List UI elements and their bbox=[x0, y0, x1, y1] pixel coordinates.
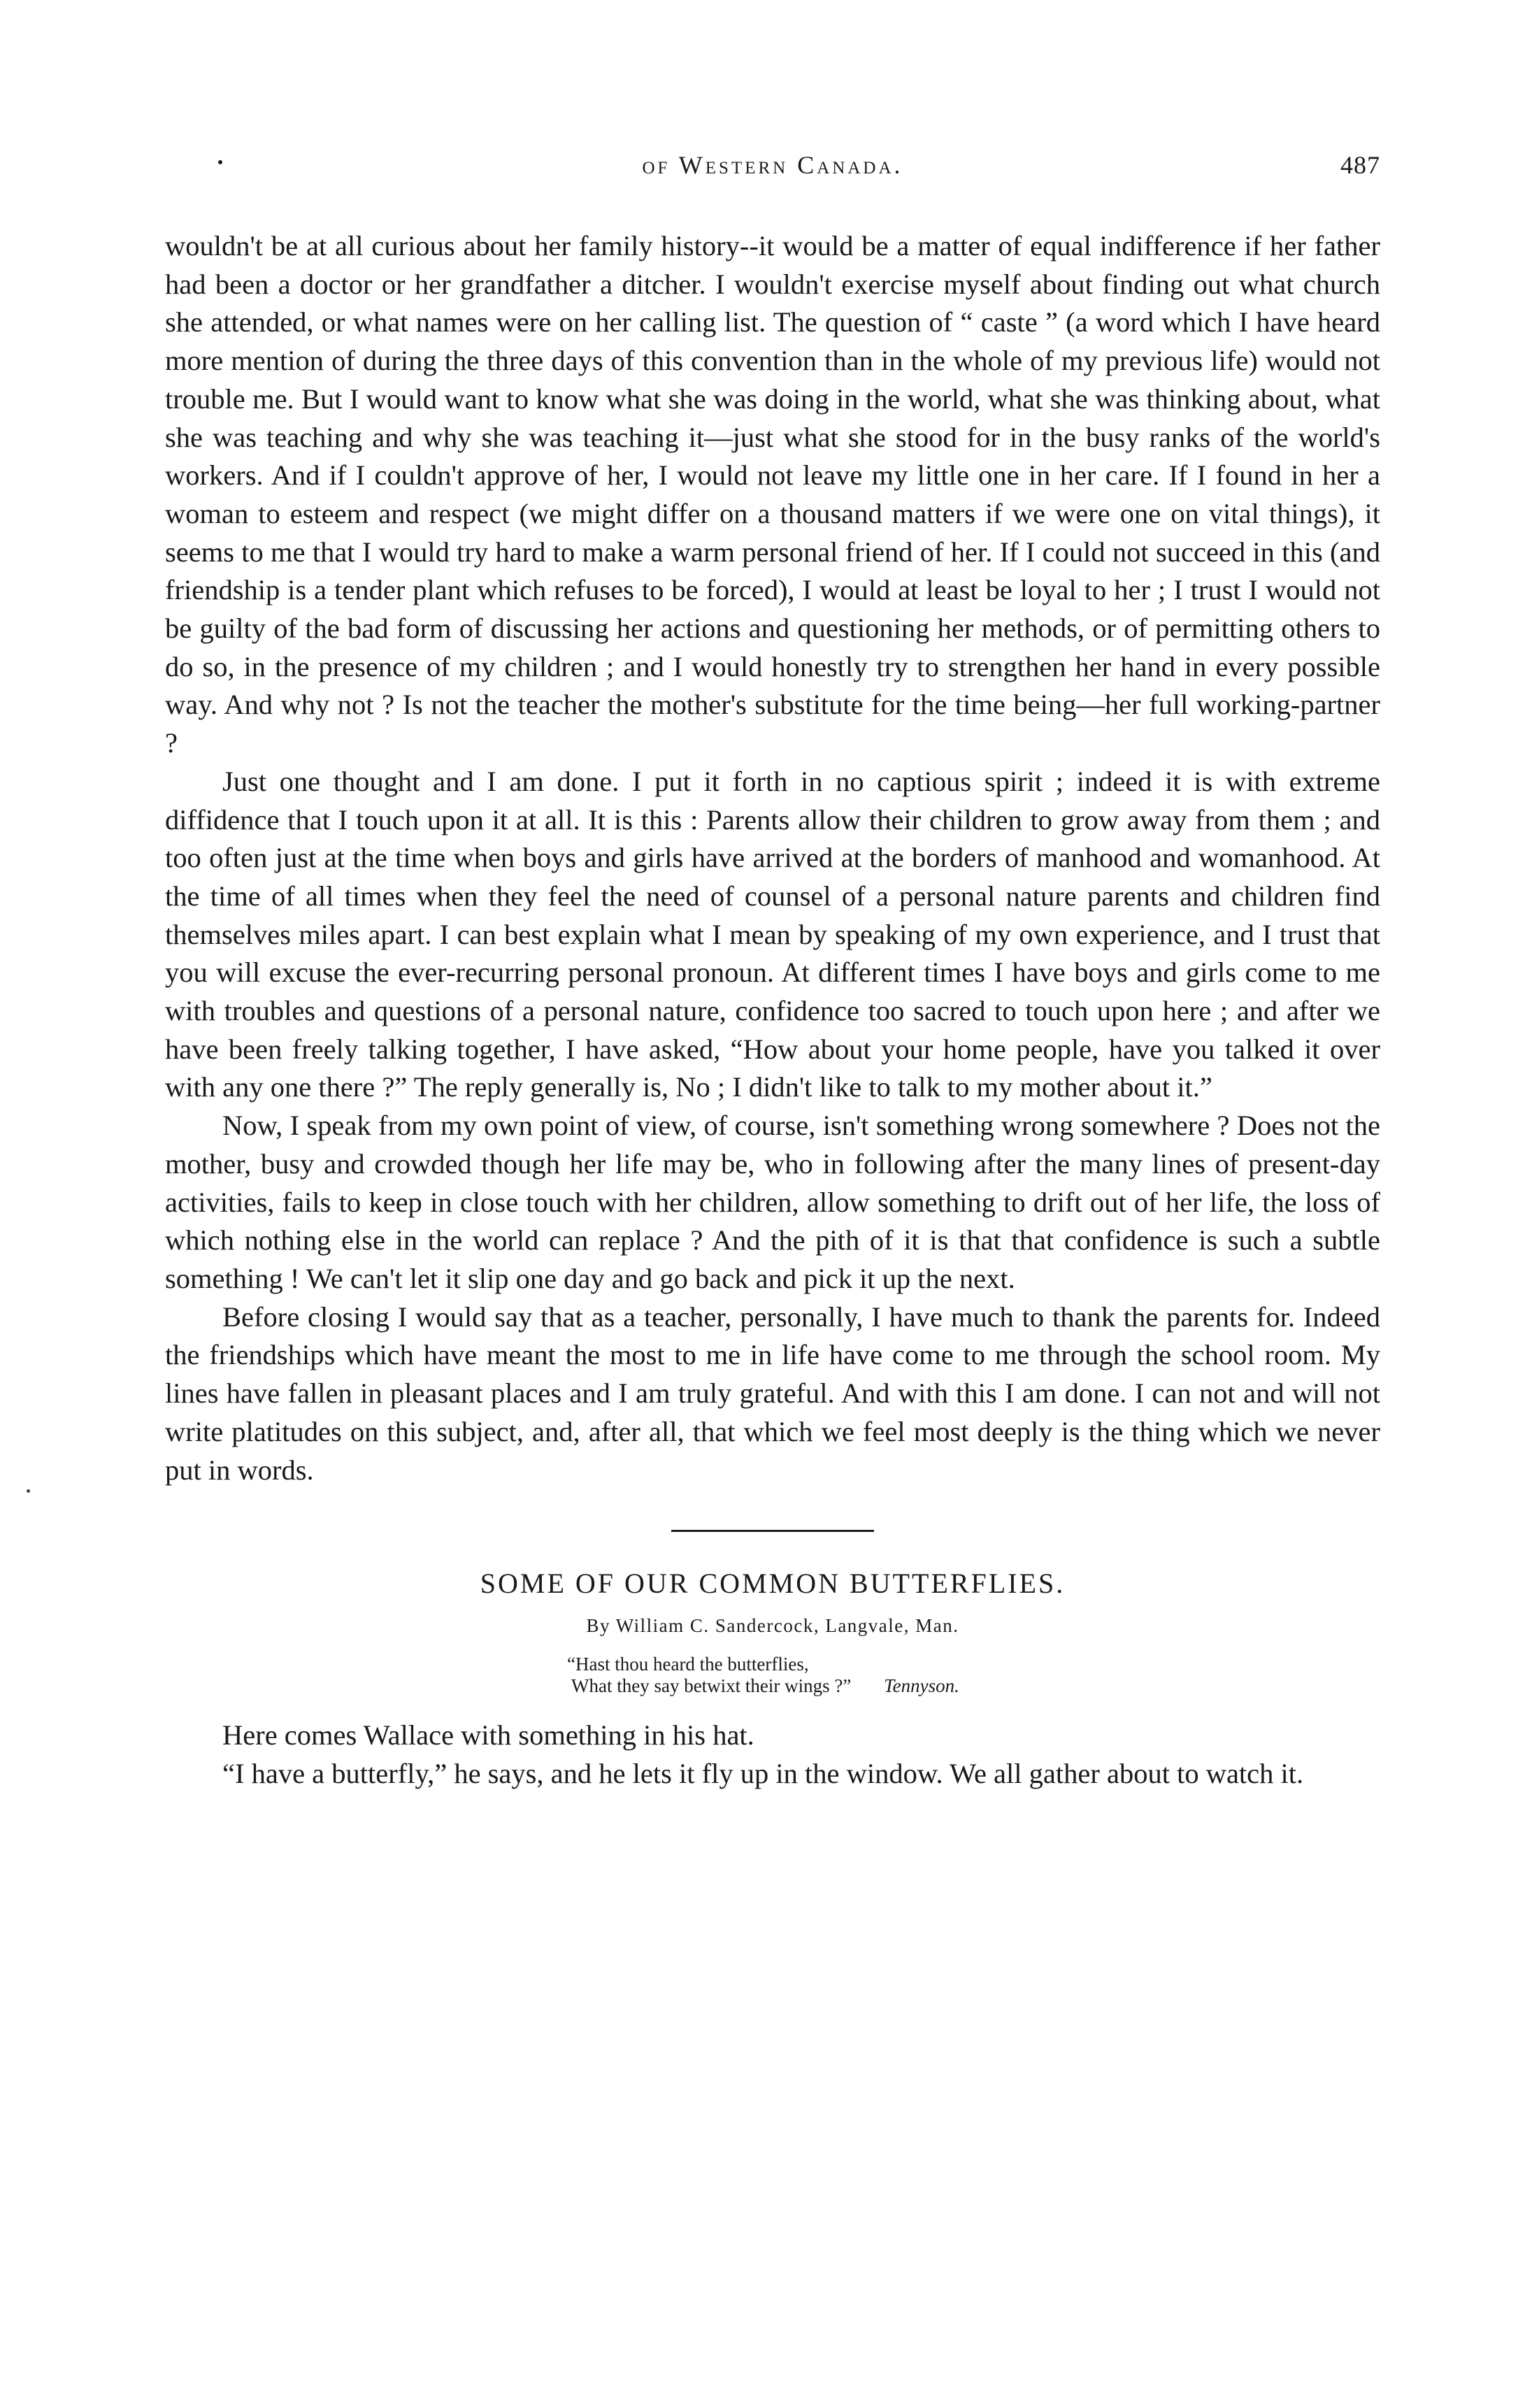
margin-speck bbox=[27, 1489, 30, 1493]
article-byline: By William C. Sandercock, Langvale, Man. bbox=[586, 1615, 959, 1637]
article-paragraph: Here comes Wallace with something in his hat. bbox=[222, 1719, 754, 1751]
article-paragraph: “I have a butterfly,” he says, and he lets it fly up in the window. We all gather about to watch it. bbox=[222, 1757, 1304, 1789]
page bbox=[165, 150, 1380, 1793]
epigraph-line: What they say betwixt their wings ?” bbox=[571, 1675, 852, 1697]
epigraph bbox=[567, 1654, 1380, 1697]
body-paragraph: Just one thought and I am done. I put it forth in no captious spirit ; indeed it is with extreme diffidence that I touch upon it at all. It is this : Parents allow their children to grow away from them ; and too often just at the time when boys and girls have arrived at the borders of manhood and womanhood. At the time of all times when they feel the need of counsel of a personal nature parents and children find themselves miles apart. I can best explain what I mean by speaking of my own experience, and I trust that you will excuse the ever-recurring personal pronoun. At different times I have boys and girls come to me with troubles and questions of a personal nature, confidence too sacred to touch upon here ; and after we have been freely talking together, I have asked, “How about your home people, have you talked it over with any one there ?” The reply generally is, No ; I didn't like to talk to my mother about it.” bbox=[165, 765, 1380, 1103]
section-divider bbox=[671, 1530, 874, 1532]
article-body bbox=[165, 1717, 1380, 1793]
essay-body bbox=[165, 227, 1380, 1489]
epigraph-line: “Hast thou heard the butterflies, bbox=[567, 1654, 809, 1675]
body-paragraph: wouldn't be at all curious about her family history--it would be a matter of equal indifference if her father had been a doctor or her grandfather a ditcher. I wouldn't exercise myself about finding out what church she attended, or what names were on her calling list. The question of “ caste ” (a word which I have heard more mention of during the three days of this convention than in the whole of my previous life) would not trouble me. But I would want to know what she was doing in the world, what she was thinking about, what she was teaching and why she was teaching it—just what she stood for in the busy ranks of the world's workers. And if I couldn't approve of her, I would not leave my little one in her care. If I found in her a woman to esteem and respect (we might differ on a thousand matters if we were one on vital things), it seems to me that I would try hard to make a warm personal friend of her. If I could not succeed in this (and friendship is a tender plant which refuses to be forced), I would at least be loyal to her ; I trust I would not be guilty of the bad form of discussing her actions and questioning her methods, or of permitting others to do so, in the presence of my children ; and I would honestly try to strengthen her hand in every possible way. And why not ? Is not the teacher the mother's substitute for the time being—her full working-partner ? bbox=[165, 230, 1380, 759]
epigraph-attribution: Tennyson. bbox=[884, 1675, 959, 1697]
epigraph-line-with-attribution bbox=[567, 1675, 1380, 1697]
body-paragraph: Now, I speak from my own point of view, of course, isn't something wrong somewhere ? Does not the mother, busy and crowded though her life may be, who in following after the many lines of present-day activities, fails to keep in close touch with her children, allow something to drift out of her life, the loss of which nothing else in the world can replace ? And the pith of it is that that confidence is such a subtle something ! We can't let it slip one day and go back and pick it up the next. bbox=[165, 1110, 1380, 1294]
body-paragraph: Before closing I would say that as a teacher, personally, I have much to thank the parents for. Indeed the friendships which have meant the most to me in life have come to me through the school room. My lines have fallen in pleasant places and I am truly grateful. And with this I am done. I can not and will not write platitudes on this subject, and, after all, that which we feel most deeply is the thing which we never put in words. bbox=[165, 1300, 1380, 1486]
running-head bbox=[165, 150, 1380, 192]
running-head-title: of Western Canada. bbox=[642, 151, 903, 179]
article-title: SOME OF OUR COMMON BUTTERFLIES. bbox=[480, 1568, 1066, 1600]
page-number: 487 bbox=[1340, 151, 1380, 179]
